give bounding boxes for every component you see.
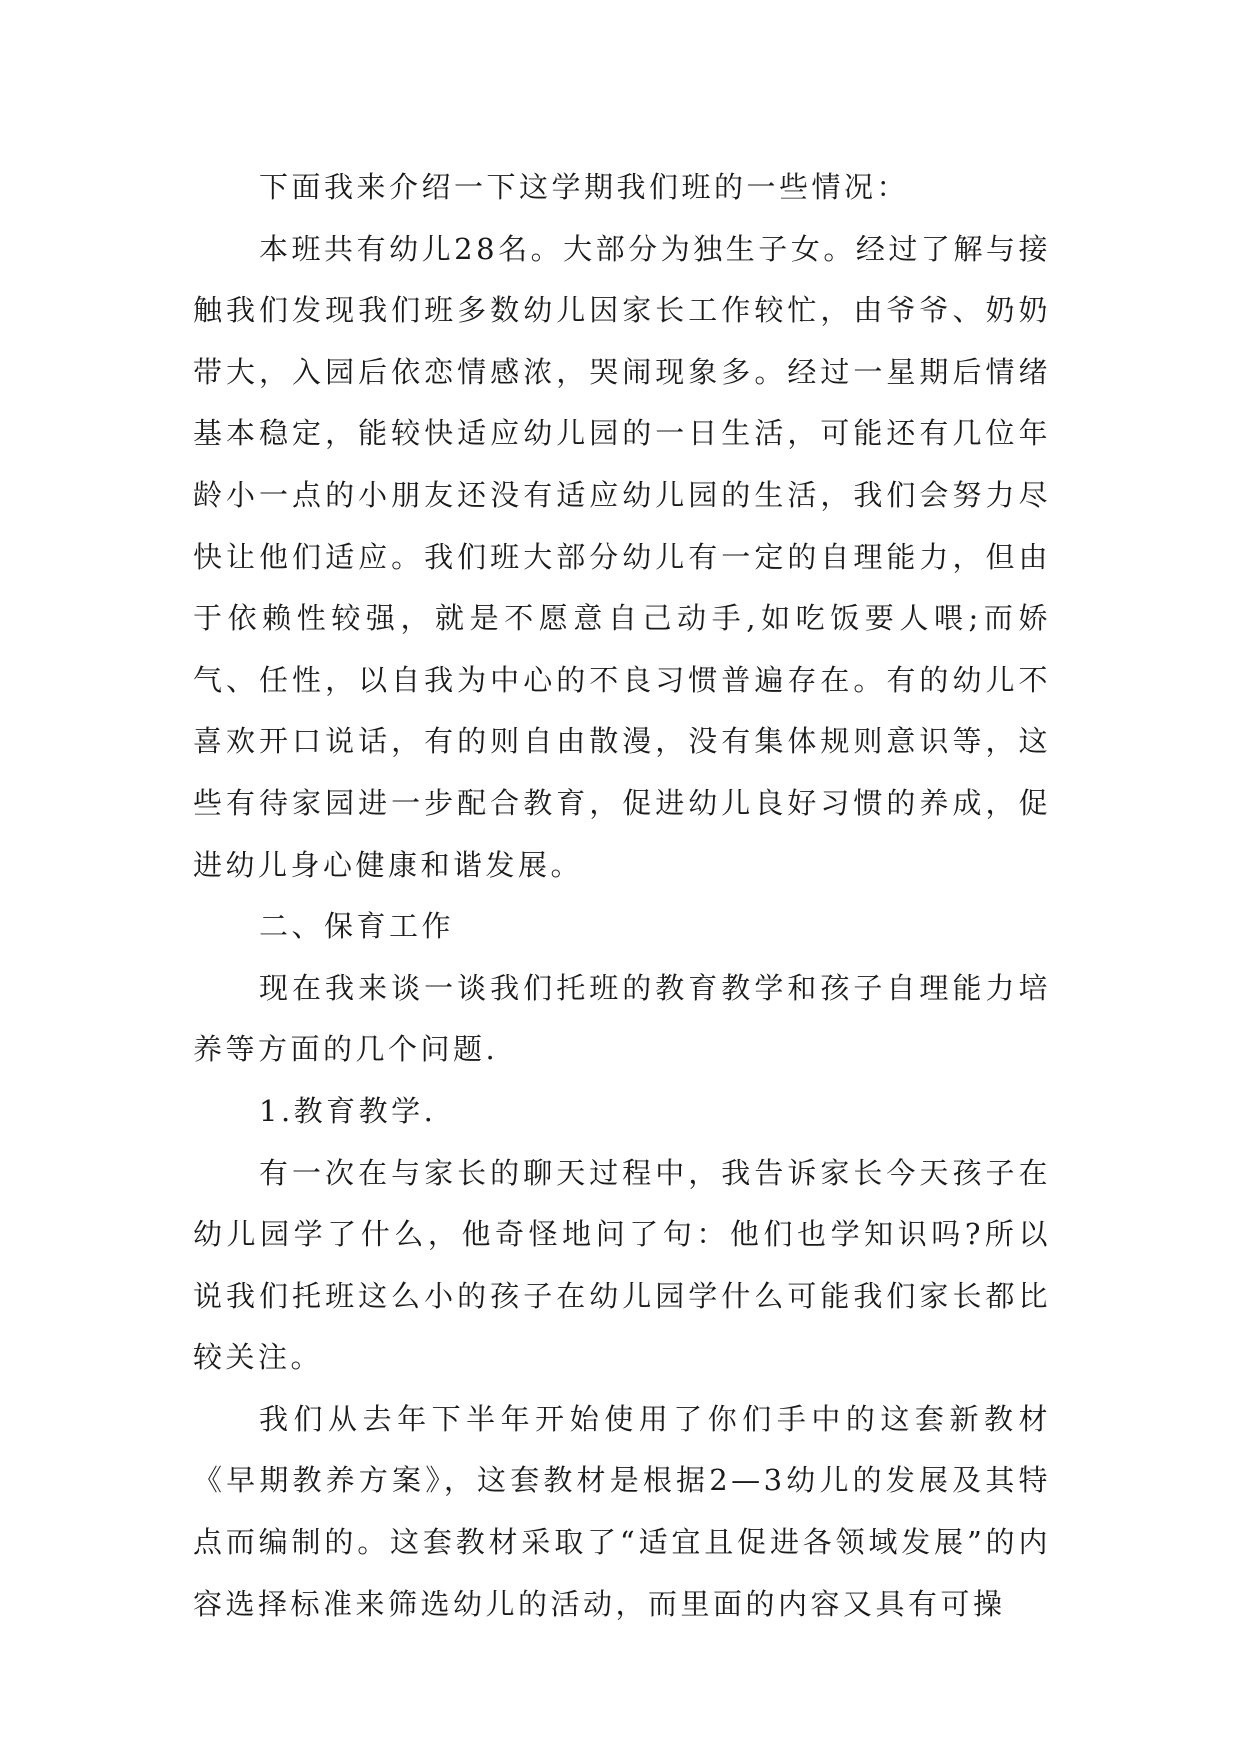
paragraph-intro: 下面我来介绍一下这学期我们班的一些情况：	[259, 170, 910, 204]
document-body	[193, 157, 1051, 1635]
paragraph-topic-intro: 现在我来谈一谈我们托班的教育教学和孩子自理能力培养等方面的几个问题.	[193, 970, 1051, 1067]
paragraph-new-textbook: 我们从去年下半年开始使用了你们手中的这套新教材《早期教养方案》，这套教材是根据2—3幼儿的发展及其特点而编制的。这套教材采取了“适宜且促进各领域发展”的内容选择标准来筛选幼儿的活动，而里面的内容又具有可操	[193, 1401, 1051, 1621]
paragraph-class-situation: 本班共有幼儿28名。大部分为独生子女。经过了解与接触我们发现我们班多数幼儿因家长工作较忙，由爷爷、奶奶带大，入园后依恋情感浓，哭闹现象多。经过一星期后情绪基本稳定，能较快适应幼儿园的一日生活，可能还有几位年龄小一点的小朋友还没有适应幼儿园的生活，我们会努力尽快让他们适应。我们班大部分幼儿有一定的自理能力，但由于依赖性较强，就是不愿意自己动手,如吃饭要人喂;而娇气、任性，以自我为中心的不良习惯普遍存在。有的幼儿不喜欢开口说话，有的则自由散漫，没有集体规则意识等，这些有待家园进一步配合教育，促进幼儿良好习惯的养成，促进幼儿身心健康和谐发展。	[193, 231, 1051, 882]
subheading-education-teaching: 1.教育教学.	[259, 1093, 437, 1128]
paragraph-parent-chat: 有一次在与家长的聊天过程中，我告诉家长今天孩子在幼儿园学了什么，他奇怪地问了句：他们也学知识吗?所以说我们托班这么小的孩子在幼儿园学什么可能我们家长都比较关注。	[193, 1155, 1051, 1375]
section-heading-care-work: 二、保育工作	[259, 909, 455, 944]
